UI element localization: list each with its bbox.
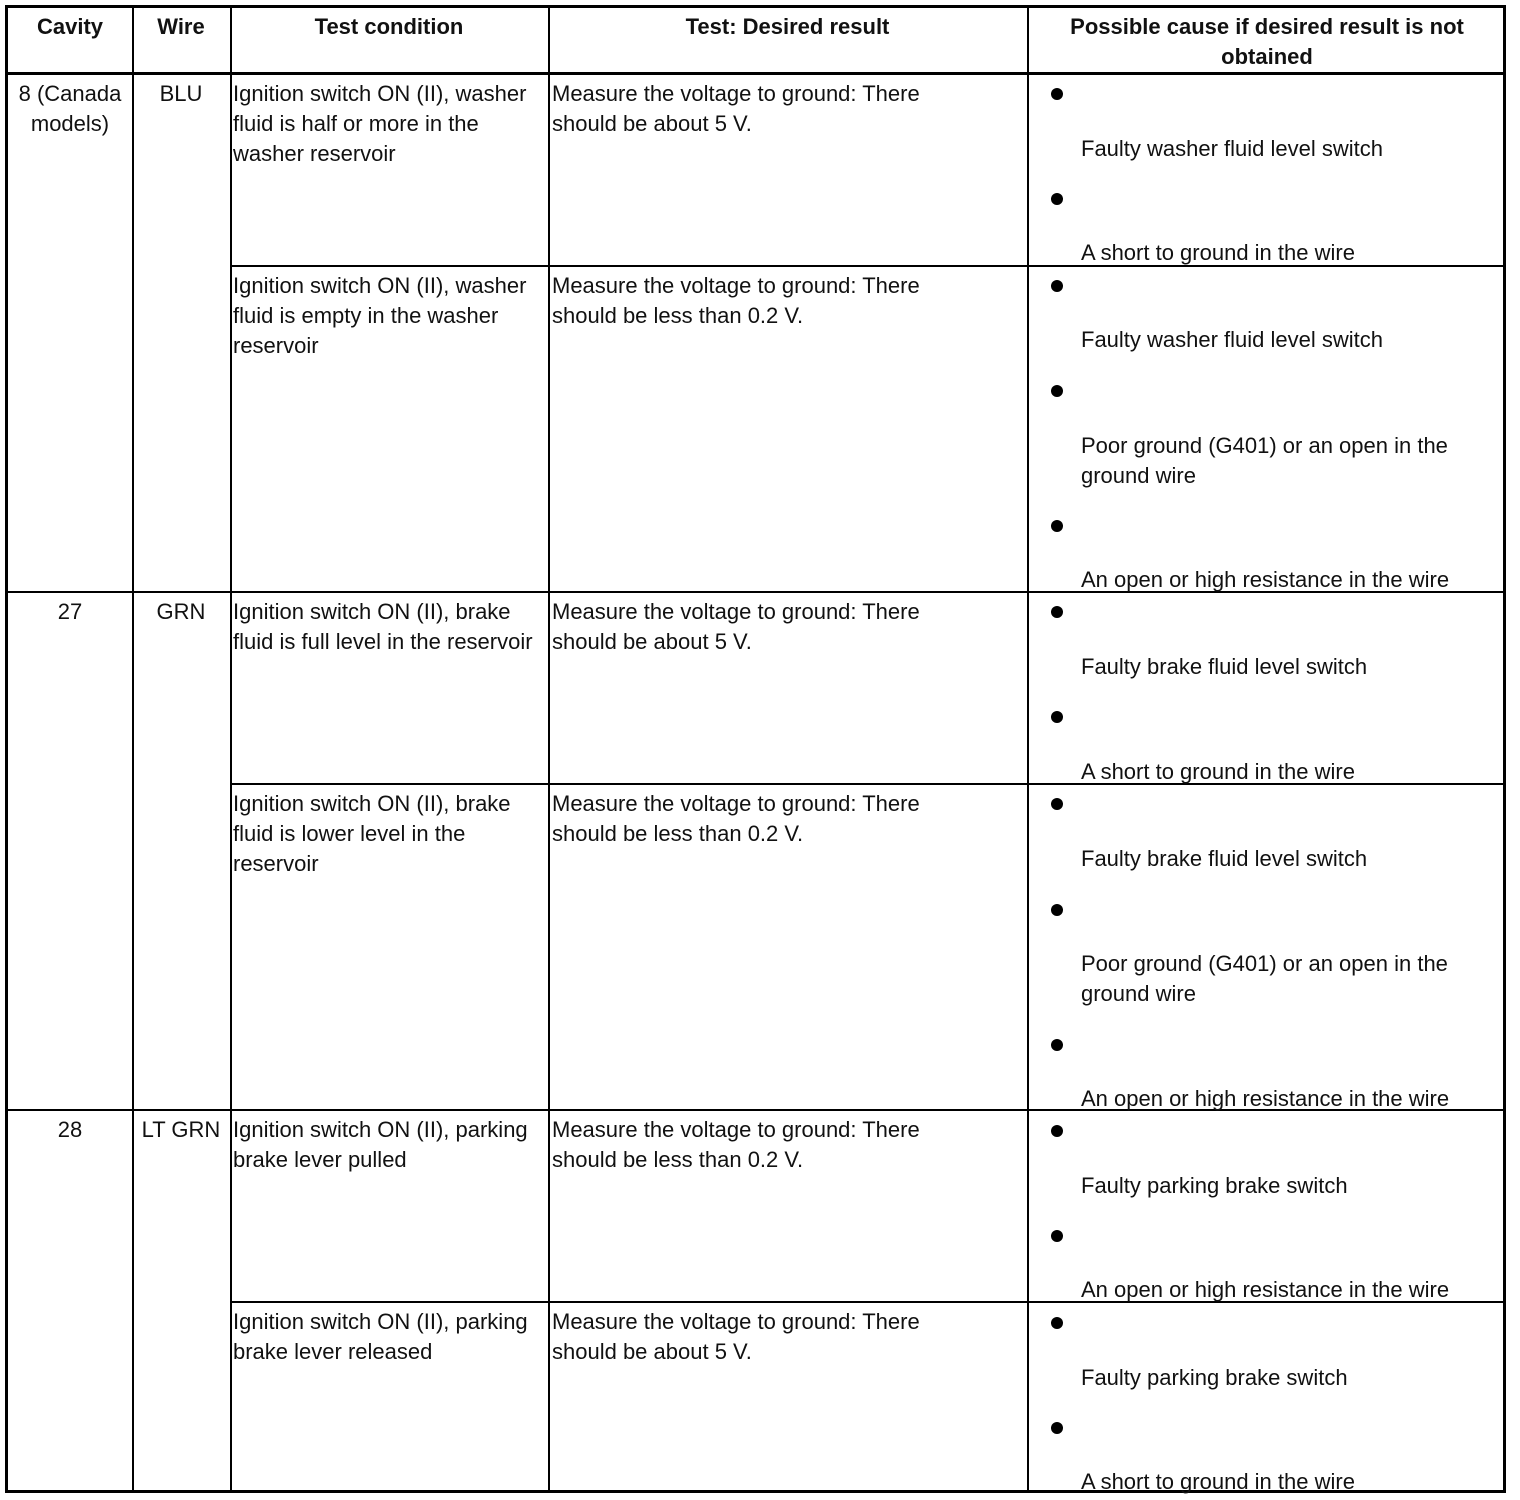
desired-result-cell: Measure the voltage to ground: There should be less than 0.2 V. <box>552 273 926 328</box>
header-test-condition: Test condition <box>314 14 464 39</box>
bullet-icon <box>1051 1125 1063 1137</box>
cause-item: Faulty washer fluid level switch <box>1081 327 1384 352</box>
cause-item: Faulty brake fluid level switch <box>1081 654 1368 679</box>
cause-item: An open or high resistance in the wire <box>1081 567 1450 592</box>
test-condition-cell: Ignition switch ON (II), washer fluid is empty in the washer reservoir <box>233 273 533 358</box>
header-divider <box>8 72 1503 75</box>
diagnostic-table <box>5 5 1506 1493</box>
column-divider <box>1027 8 1029 1490</box>
cause-item: A short to ground in the wire <box>1081 1469 1355 1494</box>
cause-item: A short to ground in the wire <box>1081 759 1355 784</box>
bullet-icon <box>1051 798 1063 810</box>
test-condition-cell: Ignition switch ON (II), parking brake lever pulled <box>233 1117 534 1172</box>
cause-item: Faulty washer fluid level switch <box>1081 136 1384 161</box>
bullet-icon <box>1051 606 1063 618</box>
desired-result-cell: Measure the voltage to ground: There should be about 5 V. <box>552 1309 926 1364</box>
test-condition-cell: Ignition switch ON (II), brake fluid is lower level in the reservoir <box>233 791 517 876</box>
column-divider <box>548 8 550 1490</box>
desired-result-cell: Measure the voltage to ground: There should be less than 0.2 V. <box>552 1117 926 1172</box>
cavity-cell: 27 <box>57 599 83 624</box>
cause-item: A short to ground in the wire <box>1081 240 1355 265</box>
column-divider <box>230 8 232 1490</box>
bullet-icon <box>1051 280 1063 292</box>
bullet-icon <box>1051 88 1063 100</box>
bullet-icon <box>1051 1230 1063 1242</box>
desired-result-cell: Measure the voltage to ground: There should be about 5 V. <box>552 599 926 654</box>
header-cavity: Cavity <box>36 14 104 39</box>
cause-item: An open or high resistance in the wire <box>1081 1086 1450 1111</box>
header-wire: Wire <box>157 14 205 39</box>
desired-result-cell: Measure the voltage to ground: There should be less than 0.2 V. <box>552 791 926 846</box>
header-desired-result: Test: Desired result <box>685 14 890 39</box>
cause-item: An open or high resistance in the wire <box>1081 1277 1450 1302</box>
wire-cell: BLU <box>159 81 203 106</box>
wire-cell: LT GRN <box>141 1117 221 1142</box>
column-divider <box>132 8 134 1490</box>
header-possible-cause: Possible cause if desired result is not obtained <box>1070 14 1470 69</box>
bullet-icon <box>1051 385 1063 397</box>
cause-item: Poor ground (G401) or an open in the ground wire <box>1081 433 1455 488</box>
cavity-cell: 8 (Canada models) <box>18 81 128 136</box>
bullet-icon <box>1051 1317 1063 1329</box>
cause-item: Faulty parking brake switch <box>1081 1173 1348 1198</box>
cavity-cell: 28 <box>57 1117 83 1142</box>
test-condition-cell: Ignition switch ON (II), washer fluid is half or more in the washer reservoir <box>233 81 533 166</box>
bullet-icon <box>1051 1422 1063 1434</box>
bullet-icon <box>1051 520 1063 532</box>
bullet-icon <box>1051 193 1063 205</box>
bullet-icon <box>1051 1039 1063 1051</box>
bullet-icon <box>1051 904 1063 916</box>
cause-item: Faulty parking brake switch <box>1081 1365 1348 1390</box>
test-condition-cell: Ignition switch ON (II), parking brake lever released <box>233 1309 534 1364</box>
wire-cell: GRN <box>156 599 206 624</box>
cause-item: Poor ground (G401) or an open in the ground wire <box>1081 951 1455 1006</box>
desired-result-cell: Measure the voltage to ground: There should be about 5 V. <box>552 81 926 136</box>
test-condition-cell: Ignition switch ON (II), brake fluid is full level in the reservoir <box>233 599 533 654</box>
cause-item: Faulty brake fluid level switch <box>1081 846 1368 871</box>
bullet-icon <box>1051 711 1063 723</box>
